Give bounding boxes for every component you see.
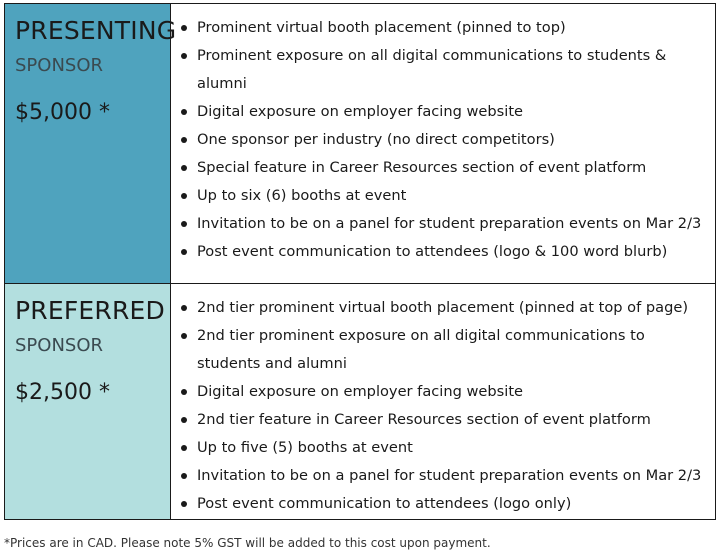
benefit-item: Special feature in Career Resources section of event platform bbox=[179, 154, 715, 182]
benefit-item: 2nd tier prominent exposure on all digital communications to students and alumni bbox=[179, 322, 715, 378]
presenting-sponsor-row bbox=[5, 4, 715, 283]
pricing-footnote: *Prices are in CAD. Please note 5% GST will be added to this cost upon payment. bbox=[4, 536, 491, 550]
benefit-item: Up to five (5) booths at event bbox=[179, 434, 715, 462]
preferred-benefits-list bbox=[171, 284, 715, 519]
preferred-tier-label-cell bbox=[5, 284, 171, 519]
tier-subtitle: SPONSOR bbox=[15, 55, 104, 76]
tier-name: PREFERRED bbox=[15, 296, 166, 325]
tier-subtitle: SPONSOR bbox=[15, 335, 104, 356]
tier-price: $2,500 * bbox=[15, 380, 110, 405]
benefit-item: Invitation to be on a panel for student preparation events on Mar 2/3 bbox=[179, 210, 715, 238]
benefit-item: One sponsor per industry (no direct competitors) bbox=[179, 126, 715, 154]
presenting-tier-label-cell bbox=[5, 4, 177, 283]
presenting-benefits-list bbox=[171, 4, 715, 283]
benefit-item: Digital exposure on employer facing website bbox=[179, 98, 715, 126]
tier-price: $5,000 * bbox=[15, 100, 110, 125]
benefit-item: Post event communication to attendees (logo & 100 word blurb) bbox=[179, 238, 715, 266]
benefit-item: 2nd tier prominent virtual booth placement (pinned at top of page) bbox=[179, 294, 715, 322]
preferred-sponsor-row bbox=[5, 283, 715, 519]
benefit-item: Post event communication to attendees (logo only) bbox=[179, 490, 715, 518]
benefit-item: Prominent virtual booth placement (pinned to top) bbox=[179, 14, 715, 42]
benefit-item: Up to six (6) booths at event bbox=[179, 182, 715, 210]
benefit-item: 2nd tier feature in Career Resources section of event platform bbox=[179, 406, 715, 434]
benefit-item: Invitation to be on a panel for student preparation events on Mar 2/3 bbox=[179, 462, 715, 490]
sponsorship-tiers-table bbox=[4, 3, 716, 520]
benefit-item: Digital exposure on employer facing website bbox=[179, 378, 715, 406]
benefit-item: Prominent exposure on all digital communications to students & alumni bbox=[179, 42, 715, 98]
tier-name: PRESENTING bbox=[15, 16, 177, 45]
